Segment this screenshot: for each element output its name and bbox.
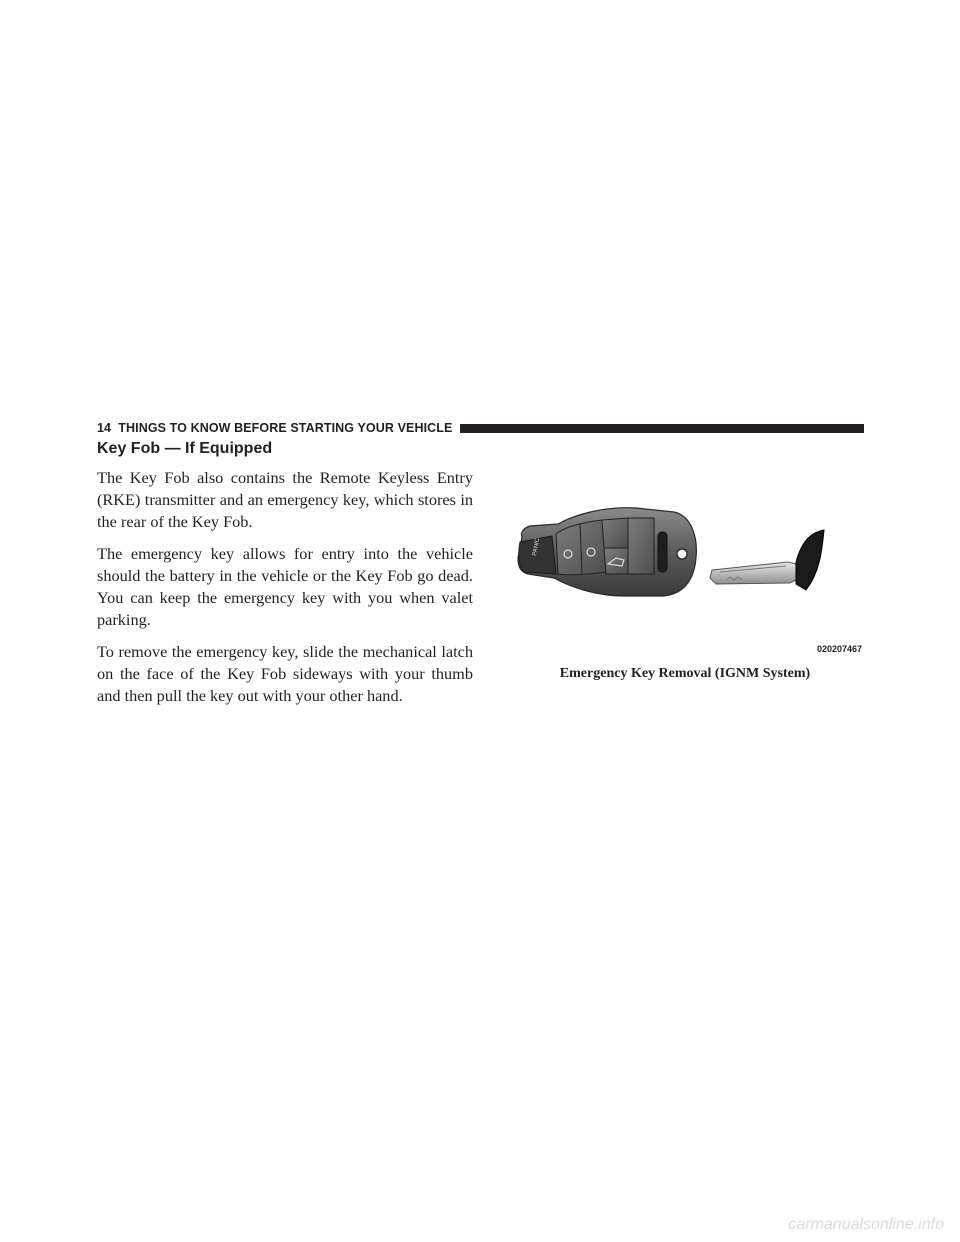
key-fob: [518, 508, 696, 596]
panic-label: PANIC: [532, 537, 542, 557]
emergency-key: [710, 530, 824, 590]
section-title: Key Fob — If Equipped: [97, 440, 273, 457]
running-header: [97, 421, 452, 435]
page-header: [97, 419, 864, 437]
key-fob-illustration: [506, 462, 864, 657]
body-text: [97, 467, 473, 717]
watermark: carmanualsonline.info: [788, 1216, 944, 1233]
figure-id: 020207467: [816, 644, 862, 654]
header-rule: [460, 424, 864, 433]
paragraph: To remove the emergency key, slide the mechanical latch on the face of the Key Fob sideways with your thumb and then pull the key out with your other hand.: [97, 642, 473, 705]
figure-caption: Emergency Key Removal (IGNM System): [559, 666, 811, 681]
page-number: 14: [97, 421, 112, 435]
paragraph: The emergency key allows for entry into the vehicle should the battery in the vehicle or the Key Fob go dead. You can keep the emergency key with you when valet parking.: [97, 544, 473, 629]
paragraph: The Key Fob also contains the Remote Keyless Entry (RKE) transmitter and an emergency key, which stores in the rear of the Key Fob.: [97, 468, 473, 531]
key-fob-figure: [506, 462, 864, 657]
running-title: THINGS TO KNOW BEFORE STARTING YOUR VEHICLE: [118, 421, 453, 435]
